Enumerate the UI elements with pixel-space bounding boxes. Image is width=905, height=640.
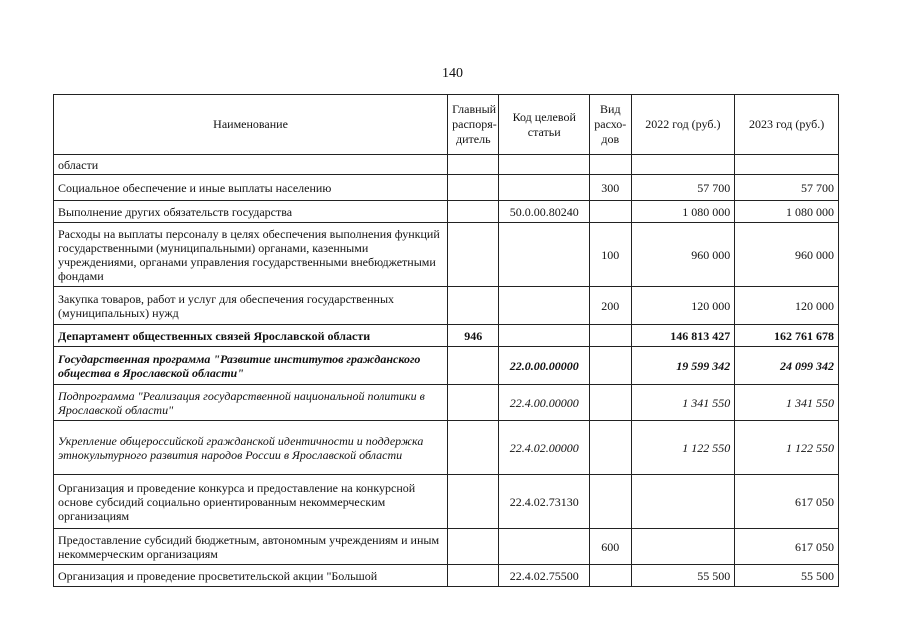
row-target-code-cell: 50.0.00.80240: [499, 201, 590, 223]
row-year-2022-cell: 55 500: [631, 565, 735, 587]
row-main-manager-cell: [448, 201, 499, 223]
row-main-manager-cell: [448, 223, 499, 287]
row-main-manager-cell: [448, 529, 499, 565]
row-name-cell: Государственная программа "Развитие институтов гражданского общества в Ярославской области": [54, 347, 448, 385]
row-main-manager-cell: [448, 347, 499, 385]
header-main-manager: Главный распоря-дитель: [448, 95, 499, 155]
budget-table: [53, 94, 839, 587]
row-expense-type-cell: 600: [590, 529, 631, 565]
row-year-2022-cell: 19 599 342: [631, 347, 735, 385]
table-row: [54, 565, 839, 587]
row-year-2023-cell: 55 500: [735, 565, 839, 587]
row-year-2023-cell: 617 050: [735, 529, 839, 565]
row-year-2022-cell: 1 080 000: [631, 201, 735, 223]
row-expense-type-cell: 300: [590, 175, 631, 201]
row-year-2023-cell: 57 700: [735, 175, 839, 201]
row-expense-type-cell: 200: [590, 287, 631, 325]
row-target-code-cell: 22.4.02.73130: [499, 475, 590, 529]
table-row: [54, 421, 839, 475]
header-target-code: Код целевой статьи: [499, 95, 590, 155]
row-name-cell: Подпрограмма "Реализация государственной национальной политики в Ярославской области": [54, 385, 448, 421]
table-row: [54, 325, 839, 347]
row-main-manager-cell: [448, 475, 499, 529]
row-expense-type-cell: [590, 565, 631, 587]
row-main-manager-cell: [448, 175, 499, 201]
row-expense-type-cell: [590, 385, 631, 421]
row-name-cell: Социальное обеспечение и иные выплаты населению: [54, 175, 448, 201]
header-year-2023: 2023 год (руб.): [735, 95, 839, 155]
row-target-code-cell: [499, 287, 590, 325]
row-expense-type-cell: [590, 201, 631, 223]
header-row: [54, 95, 839, 155]
row-expense-type-cell: [590, 475, 631, 529]
row-target-code-cell: [499, 175, 590, 201]
row-year-2023-cell: 1 122 550: [735, 421, 839, 475]
table-row: [54, 287, 839, 325]
row-expense-type-cell: 100: [590, 223, 631, 287]
table-row: [54, 385, 839, 421]
row-main-manager-cell: [448, 385, 499, 421]
row-main-manager-cell: [448, 421, 499, 475]
row-expense-type-cell: [590, 325, 631, 347]
row-target-code-cell: [499, 223, 590, 287]
table-row: [54, 201, 839, 223]
row-target-code-cell: 22.0.00.00000: [499, 347, 590, 385]
row-target-code-cell: [499, 529, 590, 565]
page-number: 140: [442, 66, 463, 81]
row-expense-type-cell: [590, 155, 631, 175]
table-row: [54, 175, 839, 201]
header-expense-type: Вид расхо-дов: [590, 95, 631, 155]
row-year-2023-cell: 24 099 342: [735, 347, 839, 385]
row-name-cell: Предоставление субсидий бюджетным, автономным учреждениям и иным некоммерческим организациям: [54, 529, 448, 565]
table-row: [54, 223, 839, 287]
row-year-2022-cell: 960 000: [631, 223, 735, 287]
header-year-2022: 2022 год (руб.): [631, 95, 735, 155]
row-target-code-cell: [499, 325, 590, 347]
row-year-2022-cell: [631, 475, 735, 529]
row-year-2023-cell: 120 000: [735, 287, 839, 325]
table-row: [54, 155, 839, 175]
row-year-2022-cell: 57 700: [631, 175, 735, 201]
row-target-code-cell: 22.4.02.00000: [499, 421, 590, 475]
table-row: [54, 529, 839, 565]
row-year-2023-cell: 617 050: [735, 475, 839, 529]
row-main-manager-cell: 946: [448, 325, 499, 347]
row-main-manager-cell: [448, 287, 499, 325]
row-name-cell: Укрепление общероссийской гражданской идентичности и поддержка этнокультурного развития народов России в Ярославской области: [54, 421, 448, 475]
row-name-cell: Департамент общественных связей Ярославской области: [54, 325, 448, 347]
row-name-cell: Расходы на выплаты персоналу в целях обеспечения выполнения функций государственными (муниципальными) органами, казенными учреждениями, органами управления государственными внебюджетными фондами: [54, 223, 448, 287]
row-year-2022-cell: 120 000: [631, 287, 735, 325]
row-main-manager-cell: [448, 565, 499, 587]
row-main-manager-cell: [448, 155, 499, 175]
row-target-code-cell: [499, 155, 590, 175]
row-target-code-cell: 22.4.00.00000: [499, 385, 590, 421]
row-year-2023-cell: 162 761 678: [735, 325, 839, 347]
row-expense-type-cell: [590, 421, 631, 475]
row-year-2022-cell: 1 122 550: [631, 421, 735, 475]
row-name-cell: Организация и проведение просветительской акции "Большой: [54, 565, 448, 587]
row-target-code-cell: 22.4.02.75500: [499, 565, 590, 587]
row-year-2022-cell: 146 813 427: [631, 325, 735, 347]
table-row: [54, 347, 839, 385]
row-expense-type-cell: [590, 347, 631, 385]
row-year-2022-cell: [631, 155, 735, 175]
header-name: Наименование: [54, 95, 448, 155]
row-year-2023-cell: [735, 155, 839, 175]
row-year-2023-cell: 1 341 550: [735, 385, 839, 421]
row-name-cell: Закупка товаров, работ и услуг для обеспечения государственных (муниципальных) нужд: [54, 287, 448, 325]
row-name-cell: области: [54, 155, 448, 175]
row-name-cell: Организация и проведение конкурса и предоставление на конкурсной основе субсидий социально ориентированным некоммерческим организациям: [54, 475, 448, 529]
row-name-cell: Выполнение других обязательств государства: [54, 201, 448, 223]
row-year-2022-cell: 1 341 550: [631, 385, 735, 421]
table-row: [54, 475, 839, 529]
row-year-2022-cell: [631, 529, 735, 565]
table-body: [54, 155, 839, 587]
row-year-2023-cell: 1 080 000: [735, 201, 839, 223]
row-year-2023-cell: 960 000: [735, 223, 839, 287]
